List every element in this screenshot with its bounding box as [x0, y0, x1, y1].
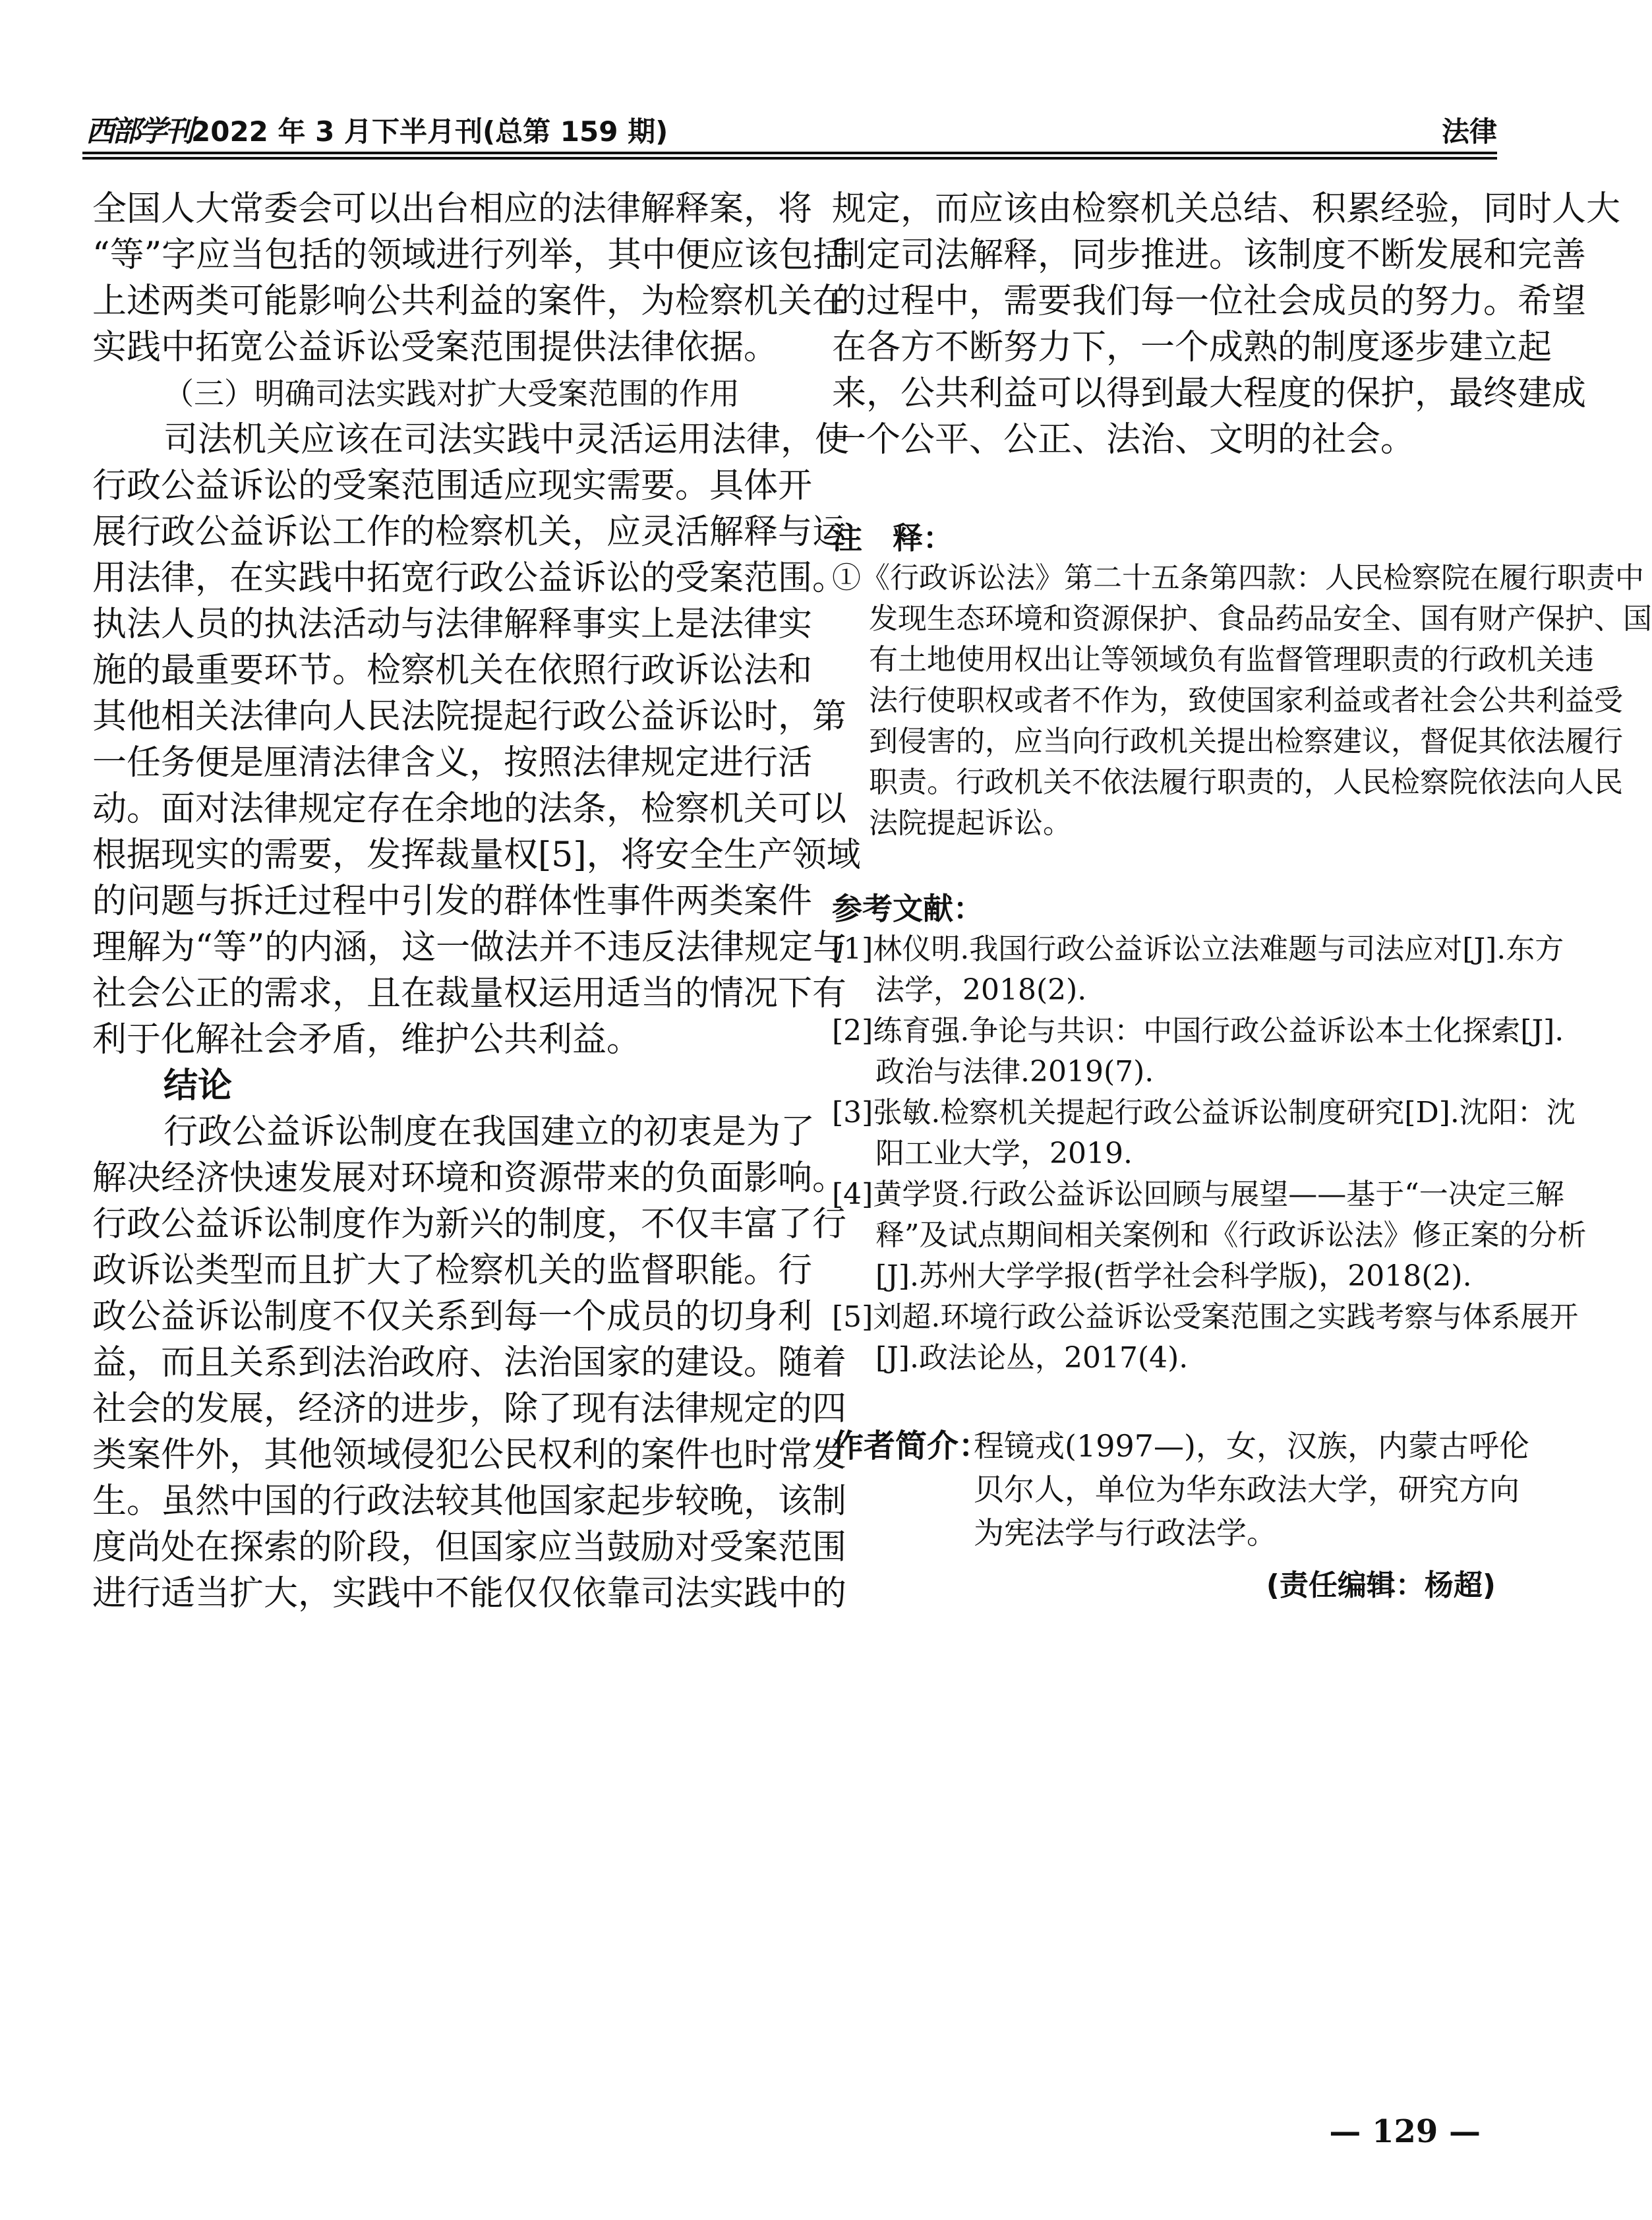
section-title: 法律	[1441, 115, 1497, 148]
text-line: 阳工业大学，2019.	[875, 1137, 1133, 1170]
text-line: 用法律，在实践中拓宽行政公益诉讼的受案范围。	[92, 558, 847, 598]
text-line: 法院提起诉讼。	[869, 806, 1072, 840]
text-line: 政公益诉讼制度不仅关系到每一个成员的切身利	[92, 1297, 813, 1336]
text-line: 展行政公益诉讼工作的检察机关，应灵活解释与运	[92, 512, 847, 552]
text-line: [4]黄学贤.行政公益诉讼回顾与展望——基于“一决定三解	[832, 1178, 1564, 1211]
text-line: 执法人员的执法活动与法律解释事实上是法律实	[92, 605, 813, 644]
text-line: [J].政法论丛，2017(4).	[875, 1341, 1189, 1375]
text-line: [3]张敏.检察机关提起行政公益诉讼制度研究[D].沈阳：沈	[832, 1096, 1576, 1129]
author-bio-text	[974, 1424, 1529, 1555]
text-line: “等”字应当包括的领域进行列举，其中便应该包括	[92, 235, 848, 275]
text-line: 上述两类可能影响公共利益的案件，为检察机关在	[92, 282, 847, 321]
text-line: [J].苏州大学学报(哲学社会科学版)，2018(2).	[875, 1259, 1472, 1293]
text-line: 动。面对法律规定存在余地的法条，检察机关可以	[92, 789, 847, 829]
text-line: ①《行政诉讼法》第二十五条第四款：人民检察院在履行职责中	[832, 561, 1644, 595]
text-line: 施的最重要环节。检察机关在依照行政诉讼法和	[92, 651, 813, 690]
journal-logo: 西部学刊	[86, 115, 191, 148]
text-line: 行政公益诉讼制度在我国建立的初衷是为了	[163, 1112, 815, 1152]
author-bio-label: 作者简介：	[832, 1427, 991, 1464]
text-line: 在各方不断努力下，一个成熟的制度逐步建立起	[832, 328, 1552, 367]
text-line: 一个公平、公正、法治、文明的社会。	[832, 420, 1415, 460]
references-heading: 参考文献：	[832, 891, 984, 926]
text-line: 制定司法解释，同步推进。该制度不断发展和完善	[832, 235, 1587, 275]
text-line: 司法机关应该在司法实践中灵活运用法律，使	[163, 420, 850, 460]
text-line: 法学，2018(2).	[875, 973, 1087, 1007]
references-list	[832, 929, 1587, 1379]
text-line: 到侵害的，应当向行政机关提出检察建议，督促其依法履行	[869, 725, 1623, 758]
text-line: [2]练育强.争论与共识：中国行政公益诉讼本土化探索[J].	[832, 1014, 1564, 1048]
text-line: [5]刘超.环境行政公益诉讼受案范围之实践考察与体系展开	[832, 1300, 1579, 1334]
text-line: 政诉讼类型而且扩大了检察机关的监督职能。行	[92, 1251, 813, 1290]
text-line: 行政公益诉讼制度作为新兴的制度，不仅丰富了行	[92, 1205, 847, 1244]
text-line: 解决经济快速发展对环境和资源带来的负面影响。	[92, 1158, 847, 1198]
text-line: 理解为“等”的内涵，这一做法并不违反法律规定与	[92, 928, 848, 967]
text-line: 程镜戎(1997—)，女，汉族，内蒙古呼伦	[974, 1428, 1529, 1464]
text-line: 职责。行政机关不依法履行职责的，人民检察院依法向人民	[869, 765, 1623, 799]
text-line: 法行使职权或者不作为，致使国家利益或者社会公共利益受	[869, 684, 1623, 717]
notes-heading: 注 释：	[832, 520, 953, 556]
text-line: 有土地使用权出让等领域负有监督管理职责的行政机关违	[869, 643, 1594, 676]
text-line: 益，而且关系到法治政府、法治国家的建设。随着	[92, 1343, 847, 1383]
header-rule-bottom	[82, 157, 1497, 160]
right-column	[832, 186, 1621, 463]
page-number: — 129 —	[1329, 2113, 1481, 2150]
responsible-editor: (责任编辑：杨超)	[1266, 1569, 1496, 1602]
text-line: 度尚处在探索的阶段，但国家应当鼓励对受案范围	[92, 1528, 847, 1567]
page-header	[86, 113, 1497, 150]
text-line: 全国人大常委会可以出台相应的法律解释案，将	[92, 189, 813, 229]
text-line: 来，公共利益可以得到最大程度的保护，最终建成	[832, 374, 1587, 413]
text-line: [1]林仪明.我国行政公益诉讼立法难题与司法应对[J].东方	[832, 932, 1564, 966]
text-line: 释”及试点期间相关案例和《行政诉讼法》修正案的分析	[875, 1218, 1587, 1252]
text-line: 社会的发展，经济的进步，除了现有法律规定的四	[92, 1389, 847, 1429]
text-line: 利于化解社会矛盾，维护公共利益。	[92, 1020, 641, 1060]
text-line: 发现生态环境和资源保护、食品药品安全、国有财产保护、国	[869, 602, 1652, 636]
text-line: 的过程中，需要我们每一位社会成员的努力。希望	[832, 282, 1587, 321]
text-line: 规定，而应该由检察机关总结、积累经验，同时人大	[832, 189, 1621, 229]
text-line: 类案件外，其他领域侵犯公民权利的案件也时常发	[92, 1435, 847, 1475]
text-line: 进行适当扩大，实践中不能仅仅依靠司法实践中的	[92, 1574, 847, 1613]
section-heading: 结论	[163, 1066, 233, 1106]
text-line: 其他相关法律向人民法院提起行政公益诉讼时，第	[92, 697, 847, 736]
issue-info: 2022 年 3 月下半月刊(总第 159 期)	[191, 115, 668, 148]
text-line: 生。虽然中国的行政法较其他国家起步较晚，该制	[92, 1482, 847, 1521]
text-line: 行政公益诉讼的受案范围适应现实需要。具体开	[92, 466, 813, 506]
text-line: 一任务便是厘清法律含义，按照法律规定进行活	[92, 743, 813, 783]
header-rule-top	[82, 152, 1497, 154]
text-line: 为宪法学与行政法学。	[974, 1515, 1277, 1551]
text-line: 的问题与拆迁过程中引发的群体性事件两类案件	[92, 882, 813, 921]
notes-list	[832, 558, 1652, 844]
text-line: 贝尔人，单位为华东政法大学，研究方向	[974, 1472, 1519, 1507]
text-line: 实践中拓宽公益诉讼受案范围提供法律依据。	[92, 328, 779, 367]
text-line: 社会公正的需求，且在裁量权运用适当的情况下有	[92, 974, 847, 1013]
section-heading: （三）明确司法实践对扩大受案范围的作用	[163, 376, 740, 411]
left-column	[92, 186, 861, 1617]
text-line: 政治与法律.2019(7).	[875, 1055, 1154, 1089]
text-line: 根据现实的需要，发挥裁量权[5]，将安全生产领域	[92, 835, 861, 875]
